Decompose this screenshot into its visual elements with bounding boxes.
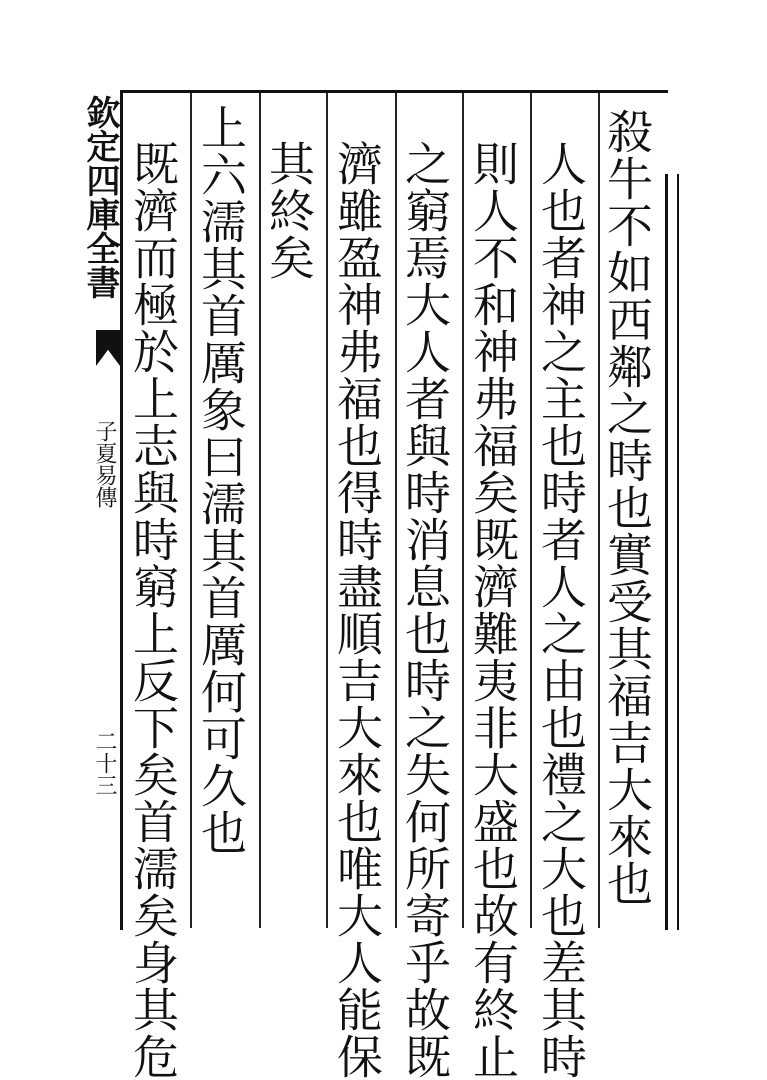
text-column-2: 人也者神之主也時者人之由也禮之大也差其時 <box>534 140 588 1080</box>
column-divider <box>326 93 328 928</box>
frame-left-border <box>120 90 123 930</box>
column-divider <box>462 93 464 928</box>
column-divider <box>395 93 397 928</box>
book-title: 欽定四庫全書 <box>80 95 120 299</box>
page-number: 二十三 <box>92 730 117 796</box>
frame-right-border <box>665 174 668 930</box>
column-divider <box>259 93 261 928</box>
column-divider <box>530 93 532 928</box>
text-column-5: 濟雖盈神弗福也得時盡順吉大來也唯大人能保 <box>330 140 384 1080</box>
text-column-3: 則人不和神弗福矣既濟難夷非大盛也故有終止 <box>466 140 520 1080</box>
section-title: 子夏易傳 <box>92 420 117 508</box>
text-column-7: 上六濡其首厲象曰濡其首厲何可久也 <box>194 104 248 856</box>
column-divider <box>190 93 192 928</box>
frame-right-outer-border <box>677 174 679 930</box>
text-column-8: 既濟而極於上志與時窮上反下矣首濡矣身其危 <box>126 140 180 1080</box>
text-column-4: 之窮焉大人者與時消息也時之失何所寄乎故既 <box>398 140 452 1080</box>
fish-tail-mark-icon <box>96 330 120 366</box>
text-column-6: 其終矣 <box>262 140 316 281</box>
text-column-1: 殺牛不如西鄰之時也實受其福吉大來也 <box>600 108 654 907</box>
